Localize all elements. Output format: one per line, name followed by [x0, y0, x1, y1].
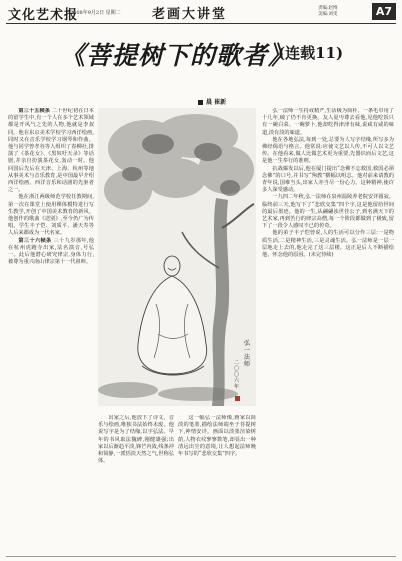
newspaper-name: 文化艺术报: [8, 8, 79, 23]
byline-author: 晨 崔新: [206, 99, 227, 106]
article-serial-note: (连载11): [278, 44, 344, 62]
text-column-1: [8, 108, 94, 554]
paragraph-text: 他在浙江两级师范学校任教期间,第一次在课堂上使用裸体模特进行写生教学,开创了中国美术教育的新风。他创作的歌曲《送别》,至今仍广为传唱。学生丰子恺、刘质平、潘天寿等人后来都成为一代名家。: [8, 194, 94, 237]
column-title: 老画大讲堂: [152, 7, 228, 22]
paragraph: [8, 194, 94, 237]
paragraph: [262, 166, 394, 195]
bottom-rule: [6, 556, 396, 557]
paragraph: [8, 108, 94, 194]
paragraph-text: 抗战爆发以后,他在厦门提出“念佛不忘救国,救国必须念佛”的口号,并书写“殉教”横幅以明志。他对前来请教的青年说,国难当头,出家人亦当尽一份心力。这种精神,使许多人深受感动。: [262, 165, 394, 194]
masthead: [6, 3, 396, 24]
paragraph-text: 出家之后,他放下了诗文、音乐与绘画,唯独书法始终未废。他说写字是为了结缘,以字弘法。早年的书风取法魏碑,刚健雄强;出家以后渐趋平淡,锋芒内敛,线条冲和简静,一派恬淡天然之气,世称弘体。: [98, 415, 174, 465]
section-heading: 第三十五帧条: [18, 108, 51, 114]
paragraph: [262, 230, 394, 259]
paragraph: [98, 415, 174, 465]
article-title-block: [60, 36, 350, 76]
paragraph-text: 弘一法师一生持戒精严,生活极为简朴。一条毛巾用了十几年,破了仍不肯更换。友人夏丏尊去看他,见他吃饭只有一碗白菜、一碗萝卜,他却吃得津津有味,说咸有咸的味道,淡有淡的味道。: [262, 108, 394, 136]
text-column-3: [178, 415, 256, 555]
ink-painting: [98, 108, 256, 406]
text-column-4: [262, 108, 394, 554]
paragraph-text: 三十九岁那年,他在杭州虎跑寺出家,法名演音,号弘一。此后他潜心研究律宗,身体力行,被尊为重兴南山律宗第十一代祖师。: [8, 237, 94, 266]
article-title: 《菩提树下的歌者》: [60, 41, 295, 70]
editor-credits: 责编:赵博 美编:刘雯: [318, 6, 338, 17]
seal-stamp: [235, 396, 240, 401]
paragraph: [8, 238, 94, 267]
page-number: A7: [372, 3, 396, 20]
ink-painting-illustration: [98, 108, 256, 406]
paragraph-text: 二十世纪初在日本的留学生中,有一个人在多个艺术领域都是开风气之先的人物,他就是李叔同。他在东京美术学校学习西洋绘画,同时又在音乐学校学习钢琴和作曲。他与同学曾孝谷等人组织了春柳社,排演了《茶花女》、《黑奴吁天录》等话剧,并亲自扮演茶花女,轰动一时。他回国后先后在天津、上海、杭州等地从事美术与音乐教育,是中国最早介绍西洋绘画、西洋音乐和话剧的先驱者之一。: [8, 108, 94, 194]
paragraph: [262, 194, 394, 230]
section-heading: 第三十六帧条: [18, 237, 52, 244]
issue-date: 2008年9月2日 星期二: [70, 10, 121, 16]
paragraph-text: 他在各地弘法,每到一处,总要为人写字结缘,所写多为佛经偈语与格言。他常说:应使文艺以人传,不可人以文艺传。在他看来,做人比做艺术更为重要,先器识而后文艺,这是他一生奉行的准则。: [262, 136, 394, 165]
painting-caption-year: 二〇〇六年: [234, 360, 240, 390]
paragraph-text: 一九四二年秋,弘一法师在泉州温陵养老院安详圆寂。临终前三天,他写下了“悲欣交集”四个字,这是他留给世间的最后墨迹。他的一生,从翩翩浊世佳公子,到名满天下的艺术家,再到苦行的律宗高僧,每一个阶段都做到了极致,留下了一段令人感叹不已的传奇。: [262, 194, 394, 230]
byline: [198, 97, 226, 106]
paragraph: [262, 137, 394, 166]
paragraph-text: 他的弟子丰子恺曾说,人的生活可以分作三层:一是物质生活,二是精神生活,三是灵魂生活。弘一法师是一层一层地走上去的,他走完了这三层楼。这正是后人不断描绘他、怀念他的原因。(未完待续): [262, 230, 394, 259]
byline-square-icon: [198, 100, 203, 105]
text-column-2: [98, 415, 174, 555]
paragraph-text: 这一幅弘一法师像,画家以简淡的笔墨,描绘法师端坐于菩提树下,神情安详。画面以淡墨渲染树荫,人物衣纹寥寥数笔,却显出一种清远出尘的意境,让人想起法师晚年书写的“悲欣交集”四字。: [178, 415, 256, 458]
paragraph: [262, 108, 394, 137]
painting-caption-name: 弘一法师: [244, 340, 251, 368]
paragraph: [178, 415, 256, 458]
